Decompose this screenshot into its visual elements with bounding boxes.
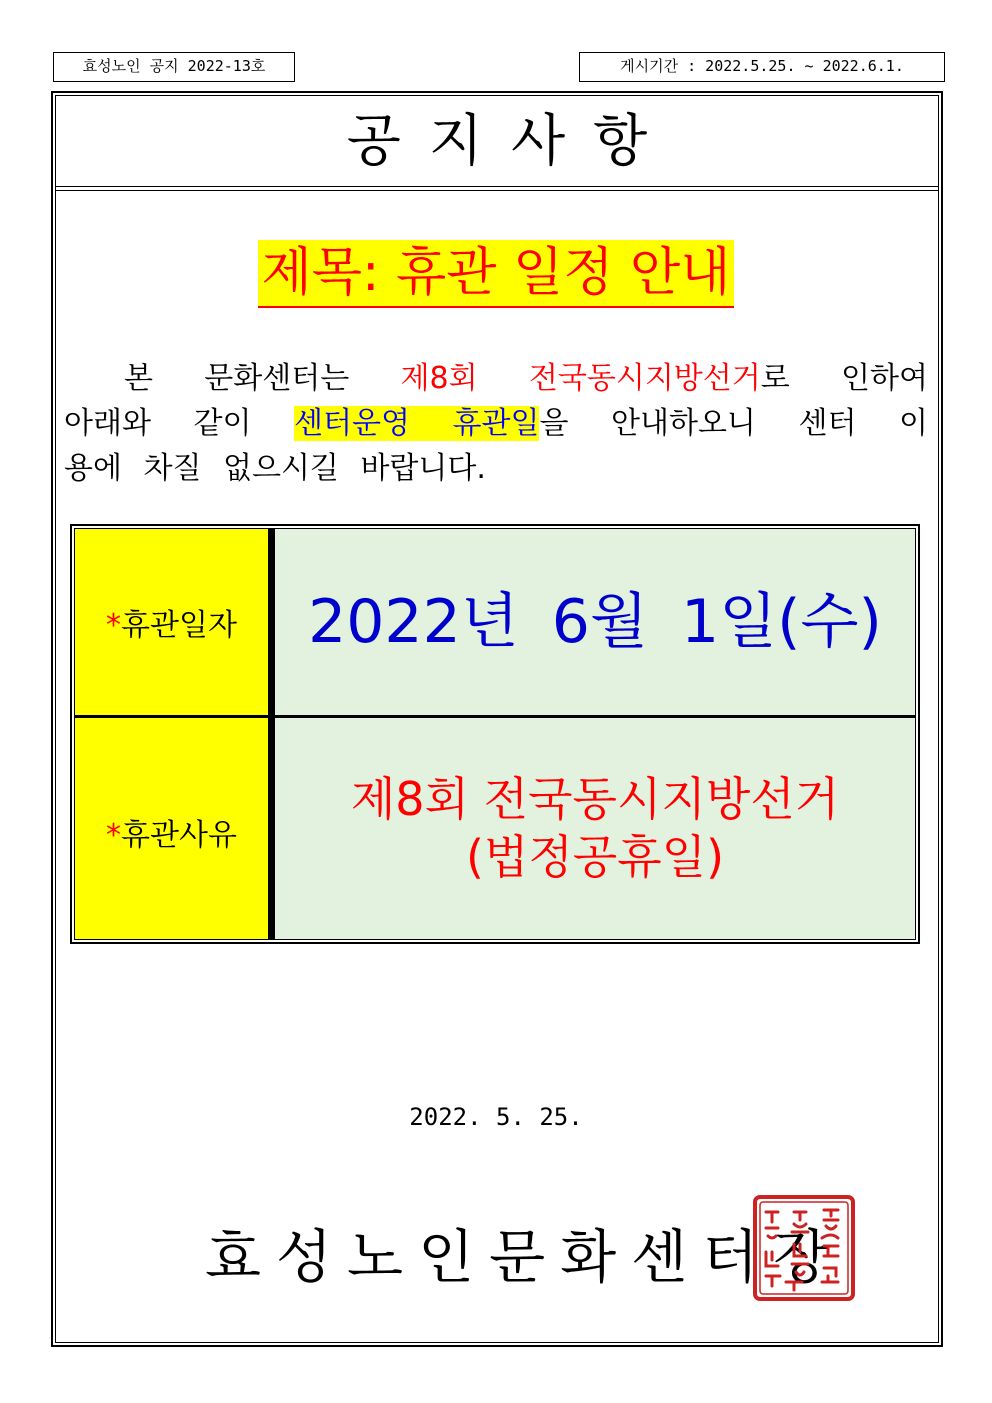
title-divider-double — [55, 190, 939, 191]
posting-period: 게시기간 : 2022.5.25. ~ 2022.6.1. — [579, 52, 945, 82]
election-name: 제8회 전국동시지방선거 — [400, 361, 761, 396]
body-line-2 — [64, 401, 928, 446]
body-text: 로 인하여 — [760, 361, 928, 396]
closure-date-label — [75, 600, 268, 644]
subject-wrapper — [0, 240, 992, 308]
closure-reason-label — [75, 810, 268, 854]
body-line-1 — [64, 356, 928, 401]
star-marker: * — [106, 818, 122, 853]
signer-name: 효성노인문화센터장 — [205, 1223, 845, 1291]
closure-reason-line-2: (법정공휴일) — [465, 830, 725, 884]
body-text: 아래와 같이 — [64, 406, 295, 441]
notice-date: 2022. 5. 25. — [409, 1103, 583, 1131]
page-title: 공지사항 — [346, 109, 676, 174]
star-marker: * — [106, 608, 122, 643]
closure-highlight: 센터운영 휴관일 — [294, 406, 540, 441]
table-row-divider — [74, 715, 916, 718]
closure-date-value: 2022년 6월 1일(수) — [308, 587, 882, 657]
document-number: 효성노인 공지 2022-13호 — [53, 52, 295, 82]
official-seal-icon — [752, 1194, 856, 1302]
body-line-3: 용에 차질 없으시길 바랍니다. — [64, 451, 486, 486]
closure-reason-value — [275, 770, 915, 886]
closure-date-label-text: 휴관일자 — [121, 608, 237, 643]
body-text: 본 문화센터는 — [124, 361, 401, 396]
closure-reason-label-text: 휴관사유 — [121, 818, 237, 853]
table-column-divider — [268, 528, 275, 940]
title-divider — [55, 186, 939, 187]
subject-heading: 제목: 휴관 일정 안내 — [258, 240, 735, 308]
closure-reason-line-1: 제8회 전국동시지방선거 — [350, 772, 840, 826]
body-text: 을 안내하오니 센터 이 — [539, 406, 928, 441]
